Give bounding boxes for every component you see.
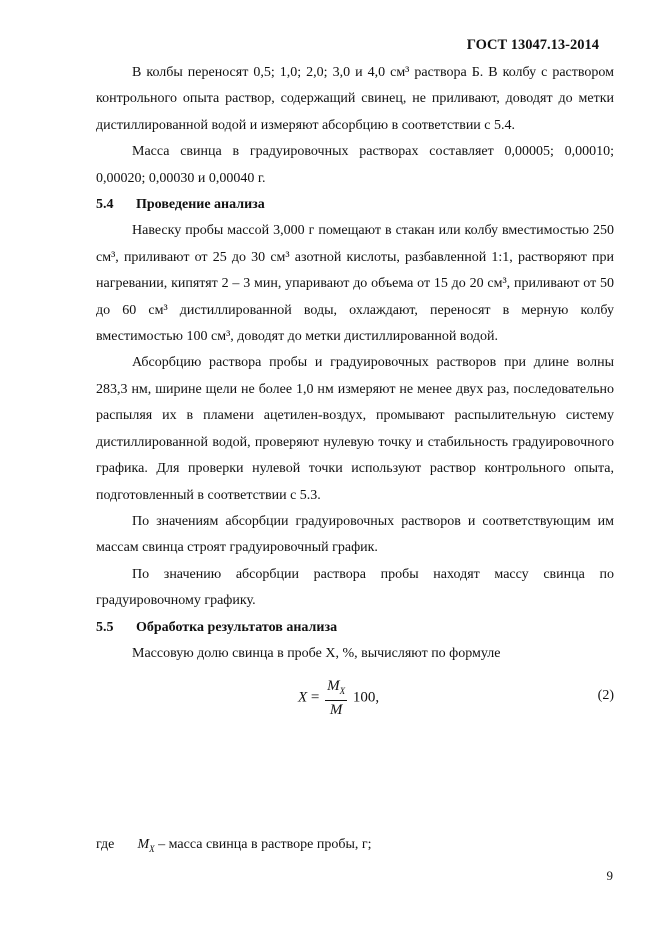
formula-numerator (325, 677, 347, 701)
formula-factor: 100, (352, 689, 380, 706)
formula-equals: = (310, 689, 320, 706)
section-title: Обработка результатов анализа (136, 619, 338, 635)
where-symbol-subscript: X (149, 843, 155, 854)
equation-number: (2) (597, 688, 614, 704)
paragraph-absorption: Абсорбцию раствора пробы и градуировочных растворов при длине волны 283,3 нм, ширине щели не более 1,0 нм измеряют не менее двух раз, последовательно распыляя их в пламени ацетилен-воздух, промывают распылительную систему дистиллированной водой, проверяют нулевую точку и стабильность градуировочного графика. Для проверки нулевой точки используют раствор контрольного опыта, подготовленный в соответствии с 5.3. (96, 355, 614, 503)
formula-expression (298, 677, 379, 719)
section-title: Проведение анализа (136, 197, 265, 213)
paragraph-find-mass: По значению абсорбции раствора пробы находят массу свинца по градуировочному графику. (96, 566, 614, 609)
where-text: – масса свинца в растворе пробы, г; (158, 837, 372, 852)
formula-fraction (325, 677, 347, 719)
section-number: 5.5 (96, 619, 114, 635)
denominator-symbol: M (329, 702, 343, 719)
formula-lhs: X (298, 689, 308, 706)
formula-denominator (325, 701, 347, 719)
section-heading-5-5 (96, 615, 614, 641)
numerator-symbol: M (327, 678, 340, 695)
where-label: где (96, 837, 115, 852)
section-heading-5-4 (96, 192, 614, 218)
standard-header: ГОСТ 13047.13-2014 (466, 37, 599, 53)
document-body (96, 60, 614, 721)
formula-block (96, 669, 614, 721)
paragraph-masses: Масса свинца в градуировочных растворах составляет 0,00005; 0,00010; 0,00020; 0,00030 и 0,00040 г. (96, 144, 614, 186)
paragraph-graph: По значениям абсорбции градуировочных растворов и соответствующим им массам свинца строят градуировочный график. (96, 513, 614, 556)
paragraph-sample: Навеску пробы массой 3,000 г помещают в стакан или колбу вместимостью 250 см³, приливают от 25 до 30 см³ азотной кислоты, разбавленной 1:1, растворяют при нагревании, кипятят 2 – 3 мин, упаривают до объема от 15 до 20 см³, приливают от 50 до 60 см³ дистиллированной воды, охлаждают, переносят в мерную колбу вместимостью 100 см³, доводят до метки дистиллированной водой. (96, 223, 614, 345)
page-number: 9 (606, 868, 613, 883)
paragraph-formula-intro: Массовую долю свинца в пробе X, %, вычисляют по формуле (132, 645, 501, 661)
where-clause (96, 837, 372, 854)
section-number: 5.4 (96, 197, 114, 213)
where-symbol: M (137, 837, 150, 852)
numerator-subscript: X (339, 686, 346, 697)
paragraph-volumes: В колбы переносят 0,5; 1,0; 2,0; 3,0 и 4,0 см³ раствора Б. В колбу с раствором контрольного опыта раствор, содержащий свинец, не приливают, доводят до метки дистиллированной водой и измеряют абсорбцию в соответствии с 5.4. (96, 65, 614, 133)
